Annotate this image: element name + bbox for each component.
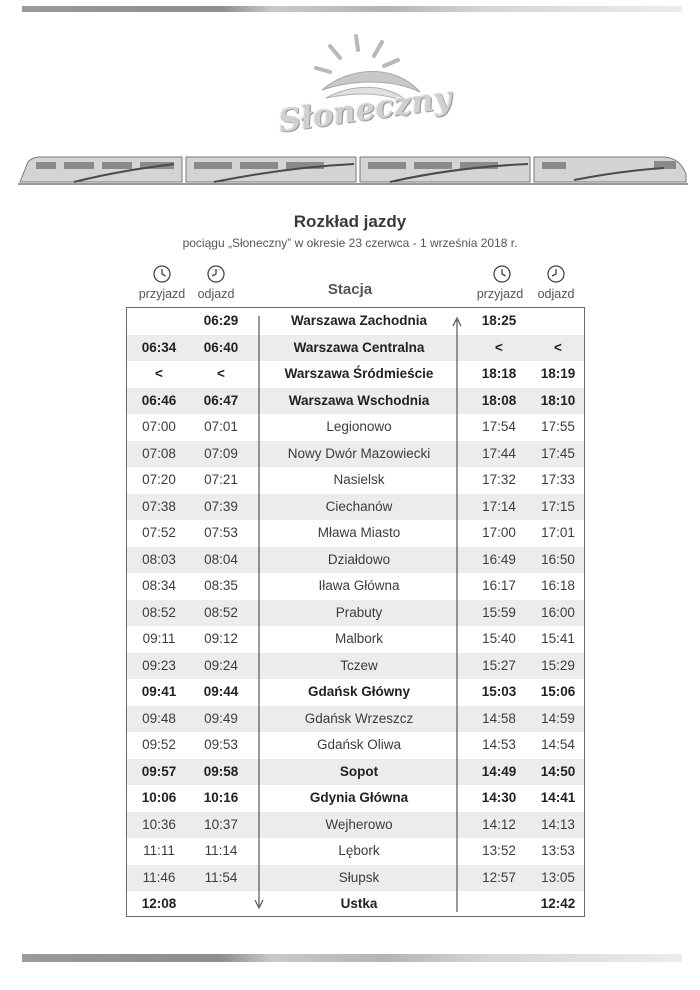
departure-time-return: 14:59 [541,710,575,726]
arrival-time-outbound: 12:08 [141,896,177,911]
timetable-row [127,520,584,547]
arrival-time-outbound: < [155,366,163,381]
timetable-row [127,573,584,600]
timetable-row [127,785,584,812]
departure-time-return: 17:33 [541,472,575,487]
arrival-time-return: 12:57 [482,869,516,885]
arrival-time-outbound: 07:38 [142,498,176,514]
arrival-time-outbound: 10:06 [141,790,177,805]
arrival-time-return: 14:30 [481,790,517,805]
station-name: Warszawa Zachodnia [290,313,428,328]
departure-time-return: 15:29 [541,657,575,673]
timetable-row [127,812,584,839]
arrival-time-return: 17:54 [482,419,516,434]
timetable-row [127,388,584,415]
station-name: Warszawa Centralna [293,339,425,355]
arrival-time-return: 15:40 [482,631,516,646]
departure-time-outbound: < [217,366,225,381]
station-name: Warszawa Śródmieście [284,366,434,381]
arrival-time-return: 18:08 [481,392,517,408]
departure-time-return: 14:50 [540,763,576,779]
station-name: Mława Miasto [317,525,401,540]
departure-time-return: 14:54 [541,737,575,752]
train-illustration [14,152,690,188]
arrival-time-outbound: 07:00 [142,419,176,434]
arrival-time-outbound: 09:57 [141,763,177,779]
arrival-time-return: 15:27 [482,657,516,673]
timetable-row [127,361,584,388]
timetable-row [127,414,584,441]
station-name: Gdańsk Główny [307,684,411,699]
timetable-row [127,732,584,759]
station-name: Iława Główna [318,578,400,593]
departure-time-return: < [554,339,562,355]
station-name: Prabuty [335,604,383,620]
departure-time-outbound: 07:39 [204,498,238,514]
arrival-time-outbound: 11:11 [143,843,175,858]
column-arrival-left: przyjazd [138,287,186,301]
departure-time-return: 17:01 [541,525,575,540]
column-departure-right: odjazd [537,287,575,301]
arrival-time-outbound: 08:34 [142,578,176,593]
station-name: Malbork [334,631,383,646]
arrival-time-return: 17:32 [482,472,516,487]
departure-time-outbound: 08:04 [204,551,238,567]
timetable [126,307,585,917]
timetable-row [127,335,584,362]
departure-time-outbound: 08:52 [204,604,238,620]
document-title: Rozkład jazdy [293,212,407,231]
station-name: Gdańsk Oliwa [316,737,402,752]
arrival-time-return: 16:17 [482,578,516,593]
departure-time-return: 14:41 [540,790,576,805]
arrival-time-outbound: 09:52 [142,737,176,752]
departure-time-return: 14:13 [541,816,575,832]
timetable-row [127,600,584,627]
departure-time-outbound: 09:53 [204,737,238,752]
arrival-time-outbound [129,308,189,335]
arrival-time-return: 17:00 [482,525,516,540]
timetable-row [127,891,584,917]
column-arrival-right: przyjazd [476,287,524,301]
timetable-row [127,759,584,786]
station-name: Nowy Dwór Mazowiecki [287,445,431,461]
station-name: Słupsk [338,869,380,885]
departure-time-outbound: 07:53 [204,525,238,540]
arrival-time-outbound: 09:41 [141,684,177,699]
arrival-time-return: 15:03 [481,684,517,699]
arrival-time-outbound: 08:52 [142,604,176,620]
departure-time-outbound: 09:58 [203,763,239,779]
departure-time-return: 12:42 [540,896,576,911]
departure-time-return: 17:45 [541,445,575,461]
station-name: Warszawa Wschodnia [288,392,430,408]
timetable-row [127,679,584,706]
departure-time-return: 15:06 [540,684,576,699]
arrival-time-return: 14:49 [481,763,517,779]
departure-time-outbound: 08:35 [204,578,238,593]
departure-time-outbound: 07:09 [204,445,238,461]
arrival-time-outbound: 09:48 [142,710,176,726]
arrival-time-return: 15:59 [482,604,516,620]
station-name: Gdańsk Wrzeszcz [304,710,414,726]
clock-departure-icon [206,264,226,284]
arrival-time-return: 14:53 [482,737,516,752]
departure-time-outbound: 07:21 [204,472,238,487]
column-departure-left: odjazd [197,287,235,301]
arrival-time-return: 13:52 [482,843,516,858]
arrival-time-return: < [495,339,503,355]
station-name: Ustka [340,896,378,911]
departure-time-outbound: 11:54 [204,869,238,885]
departure-time-return: 17:55 [541,419,575,434]
document-subtitle: pociągu „Słoneczny” w okresie 23 czerwca - 1 września 2018 r. [182,236,518,250]
timetable-row [127,547,584,574]
departure-time-return: 16:50 [541,551,575,567]
arrival-time-return: 17:44 [482,445,516,461]
clock-departure-icon [546,264,566,284]
arrival-time-return: 17:14 [482,498,516,514]
departure-time-outbound: 09:44 [203,684,239,699]
station-name: Lębork [338,843,380,858]
departure-time-return: 16:00 [541,604,575,620]
departure-time-outbound: 06:29 [203,313,239,328]
departure-time-outbound: 06:40 [203,339,239,355]
arrival-time-outbound: 09:23 [142,657,176,673]
arrival-time-outbound: 07:52 [142,525,176,540]
station-name: Tczew [340,657,378,673]
arrival-time-return: 18:18 [481,366,517,381]
arrival-time-outbound: 06:34 [141,339,177,355]
timetable-row [127,838,584,865]
station-name: Sopot [339,763,379,779]
timetable-row [127,653,584,680]
arrival-time-return: 18:25 [481,313,517,328]
timetable-row [127,467,584,494]
departure-time-outbound: 06:47 [203,392,239,408]
departure-time-outbound: 11:14 [204,843,238,858]
arrival-time-outbound: 09:11 [142,631,176,646]
logo-text: Słoneczny [276,80,454,140]
station-name: Gdynia Główna [309,790,409,805]
arrival-time-outbound: 07:08 [142,445,176,461]
station-name: Działdowo [327,551,391,567]
timetable-row [127,706,584,733]
arrival-time-return: 14:12 [482,816,516,832]
arrival-time-outbound: 06:46 [141,392,177,408]
departure-time-outbound: 09:24 [204,657,238,673]
arrival-time-outbound: 07:20 [142,472,176,487]
timetable-row [127,308,584,335]
bottom-decorative-stripe [22,954,682,962]
departure-time-return: 13:05 [541,869,575,885]
station-name: Legionowo [326,419,392,434]
departure-time-outbound: 10:37 [204,816,238,832]
station-name: Wejherowo [325,816,393,832]
clock-icon [152,264,172,284]
arrival-time-outbound: 10:36 [142,816,176,832]
timetable-row [127,441,584,468]
arrival-time-outbound: 08:03 [142,551,176,567]
departure-time-outbound: 10:16 [203,790,239,805]
timetable-row [127,865,584,892]
departure-time-outbound: 09:49 [204,710,238,726]
departure-time-return: 16:18 [541,578,575,593]
departure-time-return [531,308,585,335]
departure-time-return: 17:15 [541,498,575,514]
timetable-row [127,494,584,521]
station-name: Nasielsk [333,472,385,487]
departure-time-outbound [191,891,251,917]
arrival-time-return [467,891,531,917]
departure-time-return: 13:53 [541,843,575,858]
arrival-time-return: 14:58 [482,710,516,726]
station-name: Ciechanów [325,498,393,514]
departure-time-return: 18:19 [540,366,576,381]
departure-time-outbound: 09:12 [204,631,238,646]
arrival-time-return: 16:49 [482,551,516,567]
column-station: Stacja [327,281,373,298]
departure-time-return: 18:10 [540,392,576,408]
arrival-time-outbound: 11:46 [142,869,176,885]
departure-time-return: 15:41 [541,631,575,646]
timetable-row [127,626,584,653]
departure-time-outbound: 07:01 [204,419,238,434]
top-decorative-stripe [22,6,682,12]
clock-icon [492,264,512,284]
